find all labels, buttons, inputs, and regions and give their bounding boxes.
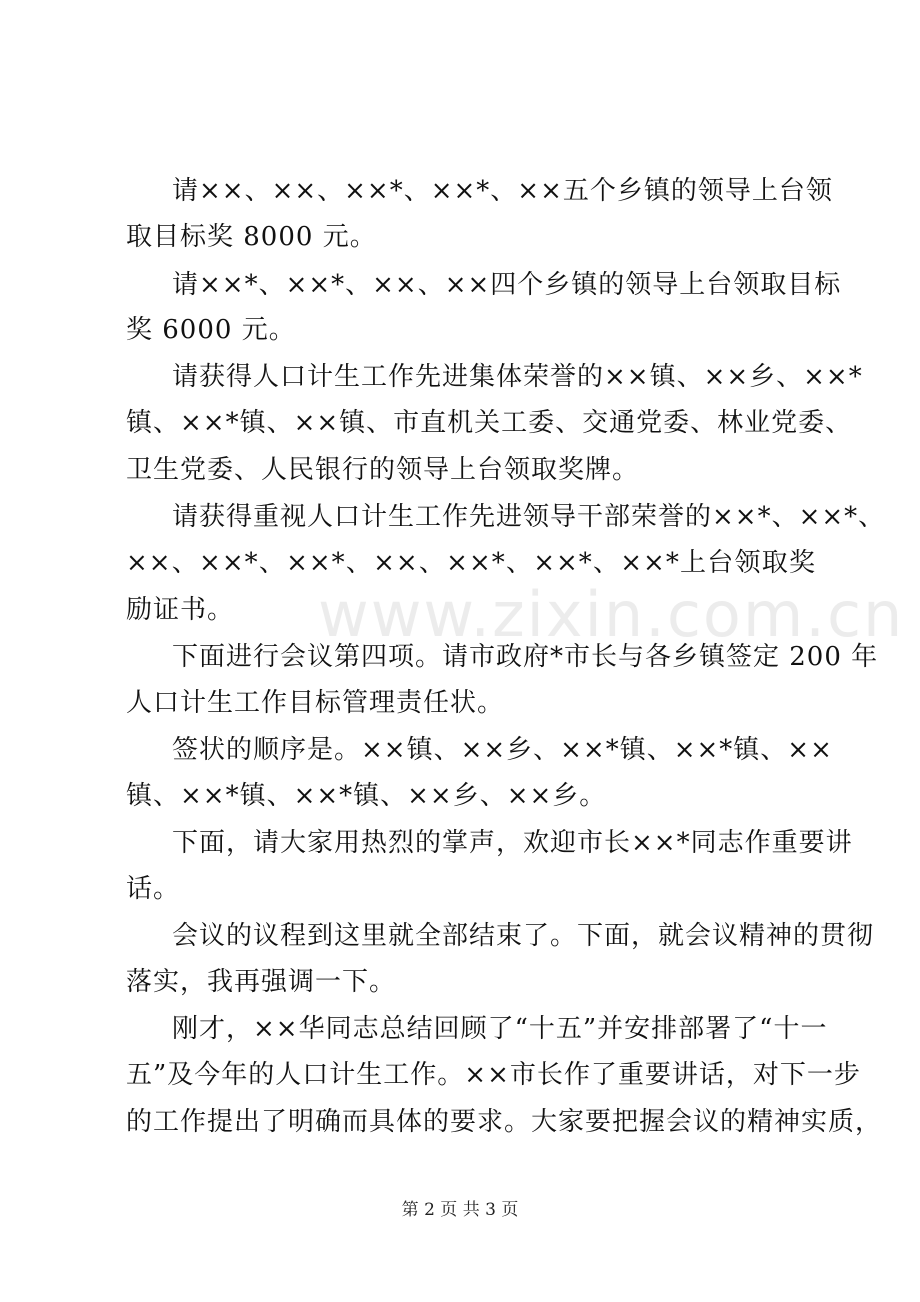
paragraph-line: 请××*、××*、××、××四个乡镇的领导上台领取目标 — [172, 270, 842, 300]
paragraph-line: 签状的顺序是。××镇、××乡、××*镇、××*镇、×× — [172, 735, 833, 765]
paragraph-line: 下面，请大家用热烈的掌声，欢迎市长××*同志作重要讲 — [172, 828, 853, 858]
paragraph-line: 下面进行会议第四项。请市政府*市长与各乡镇签定 200 年 — [172, 642, 879, 672]
watermark: www.zixin.com.cn — [318, 578, 905, 651]
paragraph-line: 人口计生工作目标管理责任状。 — [126, 688, 505, 718]
paragraph-line: 五”及今年的人口计生工作。××市长作了重要讲话，对下一步 — [126, 1060, 861, 1090]
paragraph-line: 卫生党委、人民银行的领导上台领取奖牌。 — [126, 455, 640, 485]
paragraph-line: 励证书。 — [126, 595, 235, 625]
paragraph-line: 奖 6000 元。 — [126, 315, 296, 345]
paragraph-line: 落实，我再强调一下。 — [126, 967, 397, 997]
paragraph-line: 请获得人口计生工作先进集体荣誉的××镇、××乡、××* — [172, 362, 863, 392]
paragraph-line: 请××、××、××*、××*、××五个乡镇的领导上台领 — [172, 176, 833, 206]
paragraph-line: 会议的议程到这里就全部结束了。下面，就会议精神的贯彻 — [172, 921, 875, 951]
paragraph-line: 镇、××*镇、××镇、市直机关工委、交通党委、林业党委、 — [126, 408, 853, 438]
paragraph-line: 取目标奖 8000 元。 — [126, 222, 377, 252]
paragraph-line: 的工作提出了明确而具体的要求。大家要把握会议的精神实质， — [126, 1107, 883, 1137]
paragraph-line: 话。 — [126, 874, 181, 904]
paragraph-line: 镇、××*镇、××*镇、××乡、××乡。 — [126, 781, 607, 811]
paragraph-line: ××、××*、××*、××、××*、××*、××*上台领取奖 — [126, 548, 816, 578]
paragraph-line: 刚才，××华同志总结回顾了“十五”并安排部署了“十一 — [172, 1014, 828, 1044]
paragraph-line: 请获得重视人口计生工作先进领导干部荣誉的××*、××*、 — [172, 502, 886, 532]
page-footer: 第 2 页 共 3 页 — [401, 1200, 519, 1220]
